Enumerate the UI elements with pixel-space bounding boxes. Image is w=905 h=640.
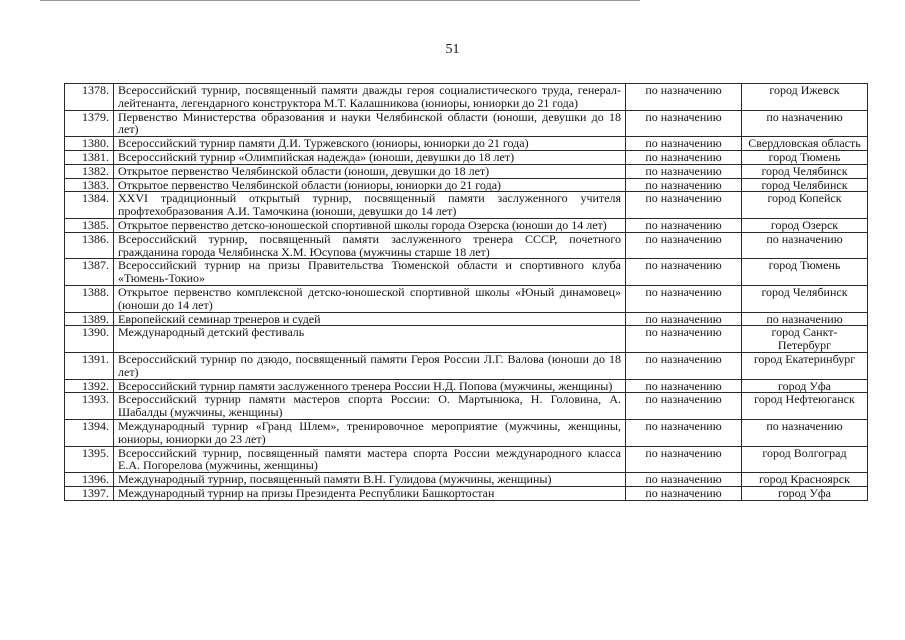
event-date: по назначению xyxy=(626,393,742,420)
event-date: по назначению xyxy=(626,218,742,232)
event-date: по назначению xyxy=(626,312,742,326)
event-date: по назначению xyxy=(626,486,742,500)
table-row xyxy=(65,312,868,326)
table-row xyxy=(65,473,868,487)
row-number: 1378. xyxy=(65,84,114,111)
table-row xyxy=(65,259,868,286)
row-number: 1379. xyxy=(65,110,114,137)
event-name: Открытое первенство Челябинской области (юниоры, юниорки до 21 года) xyxy=(114,178,626,192)
event-name: Международный детский фестиваль xyxy=(114,326,626,353)
event-date: по назначению xyxy=(626,137,742,151)
event-date: по назначению xyxy=(626,192,742,219)
event-name: Открытое первенство комплексной детско-юношеской спортивной школы «Юный динамовец» (юноши до 14 лет) xyxy=(114,285,626,312)
event-place: город Тюмень xyxy=(742,150,868,164)
table-row xyxy=(65,164,868,178)
table-row xyxy=(65,486,868,500)
row-number: 1393. xyxy=(65,393,114,420)
event-name: Открытое первенство Челябинской области (юноши, девушки до 18 лет) xyxy=(114,164,626,178)
table-row xyxy=(65,178,868,192)
event-name: Первенство Министерства образования и науки Челябинской области (юноши, девушки до 18 лет) xyxy=(114,110,626,137)
event-place: город Нефтеюганск xyxy=(742,393,868,420)
row-number: 1385. xyxy=(65,218,114,232)
event-date: по назначению xyxy=(626,232,742,259)
table-row xyxy=(65,326,868,353)
event-place: город Челябинск xyxy=(742,285,868,312)
table-row xyxy=(65,419,868,446)
event-name: Всероссийский турнир, посвященный памяти заслуженного тренера СССР, почетного гражданина города Челябинска Х.М. Юсупова (мужчины старше 18 лет) xyxy=(114,232,626,259)
table-row xyxy=(65,352,868,379)
row-number: 1392. xyxy=(65,379,114,393)
table-row xyxy=(65,232,868,259)
event-date: по назначению xyxy=(626,379,742,393)
event-name: Всероссийский турнир, посвященный памяти дважды героя социалистического труда, генерал-лейтенанта, легендарного конструктора М.Т. Калашникова (юниоры, юниорки до 21 года) xyxy=(114,84,626,111)
event-name: Европейский семинар тренеров и судей xyxy=(114,312,626,326)
event-date: по назначению xyxy=(626,473,742,487)
event-name: Международный турнир «Гранд Шлем», тренировочное мероприятие (мужчины, женщины, юниоры, юниорки до 23 лет) xyxy=(114,419,626,446)
event-name: Открытое первенство детско-юношеской спортивной школы города Озерска (юноши до 14 лет) xyxy=(114,218,626,232)
top-edge-line xyxy=(40,0,640,1)
event-name: Всероссийский турнир «Олимпийская надежда» (юноши, девушки до 18 лет) xyxy=(114,150,626,164)
event-place: город Челябинск xyxy=(742,164,868,178)
events-table xyxy=(64,83,868,501)
event-name: Международный турнир на призы Президента Республики Башкортостан xyxy=(114,486,626,500)
event-place: город Екатеринбург xyxy=(742,352,868,379)
row-number: 1384. xyxy=(65,192,114,219)
row-number: 1389. xyxy=(65,312,114,326)
event-date: по назначению xyxy=(626,419,742,446)
table-row xyxy=(65,84,868,111)
row-number: 1382. xyxy=(65,164,114,178)
row-number: 1396. xyxy=(65,473,114,487)
event-name: Всероссийский турнир на призы Правительства Тюменской области и спортивного клуба «Тюмень-Токио» xyxy=(114,259,626,286)
table-row xyxy=(65,150,868,164)
event-date: по назначению xyxy=(626,259,742,286)
table-row xyxy=(65,137,868,151)
row-number: 1395. xyxy=(65,446,114,473)
event-place: по назначению xyxy=(742,110,868,137)
event-date: по назначению xyxy=(626,326,742,353)
event-date: по назначению xyxy=(626,150,742,164)
row-number: 1380. xyxy=(65,137,114,151)
table-row xyxy=(65,192,868,219)
event-place: по назначению xyxy=(742,419,868,446)
row-number: 1381. xyxy=(65,150,114,164)
event-name: Всероссийский турнир памяти заслуженного тренера России Н.Д. Попова (мужчины, женщины) xyxy=(114,379,626,393)
event-place: город Озерск xyxy=(742,218,868,232)
event-place: город Ижевск xyxy=(742,84,868,111)
row-number: 1391. xyxy=(65,352,114,379)
event-name: XXVI традиционный открытый турнир, посвященный памяти заслуженного учителя профтехобразования А.И. Тамочкина (юноши, девушки до 14 лет) xyxy=(114,192,626,219)
row-number: 1394. xyxy=(65,419,114,446)
row-number: 1397. xyxy=(65,486,114,500)
event-name: Всероссийский турнир, посвященный памяти мастера спорта России международного класса Е.А. Погорелова (мужчины, женщины) xyxy=(114,446,626,473)
event-place: по назначению xyxy=(742,312,868,326)
event-place: город Челябинск xyxy=(742,178,868,192)
event-place: город Копейск xyxy=(742,192,868,219)
table-row xyxy=(65,379,868,393)
event-place: город Тюмень xyxy=(742,259,868,286)
event-name: Всероссийский турнир памяти мастеров спорта России: О. Мартынюка, Н. Головина, А. Шабалды (мужчины, женщины) xyxy=(114,393,626,420)
table-row xyxy=(65,393,868,420)
event-date: по назначению xyxy=(626,352,742,379)
event-name: Международный турнир, посвященный памяти В.Н. Гулидова (мужчины, женщины) xyxy=(114,473,626,487)
row-number: 1388. xyxy=(65,285,114,312)
event-place: город Уфа xyxy=(742,379,868,393)
event-place: город Уфа xyxy=(742,486,868,500)
row-number: 1387. xyxy=(65,259,114,286)
table-row xyxy=(65,218,868,232)
event-name: Всероссийский турнир памяти Д.И. Туржевского (юниоры, юниорки до 21 года) xyxy=(114,137,626,151)
event-name: Всероссийский турнир по дзюдо, посвященный памяти Героя России Л.Г. Валова (юноши до 18 лет) xyxy=(114,352,626,379)
event-place: по назначению xyxy=(742,232,868,259)
event-place: Свердловская область xyxy=(742,137,868,151)
row-number: 1383. xyxy=(65,178,114,192)
event-date: по назначению xyxy=(626,110,742,137)
row-number: 1390. xyxy=(65,326,114,353)
event-date: по назначению xyxy=(626,164,742,178)
event-date: по назначению xyxy=(626,178,742,192)
table-row xyxy=(65,285,868,312)
event-place: город Санкт-Петербург xyxy=(742,326,868,353)
event-place: город Волгоград xyxy=(742,446,868,473)
row-number: 1386. xyxy=(65,232,114,259)
table-row xyxy=(65,110,868,137)
event-date: по назначению xyxy=(626,84,742,111)
table-row xyxy=(65,446,868,473)
page-number: 51 xyxy=(445,42,460,57)
event-date: по назначению xyxy=(626,446,742,473)
event-place: город Красноярск xyxy=(742,473,868,487)
event-date: по назначению xyxy=(626,285,742,312)
